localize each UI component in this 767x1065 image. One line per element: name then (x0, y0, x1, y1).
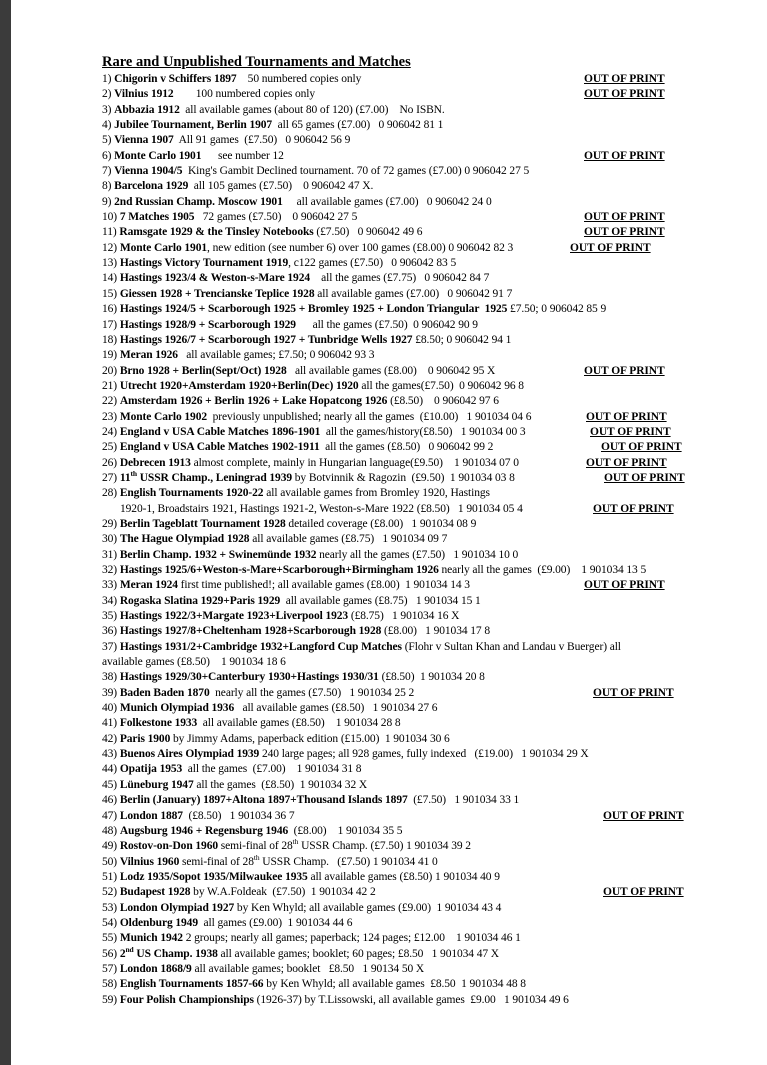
list-item (102, 778, 762, 793)
entry-details: , new edition (see number 6) over 100 games (£8.00) 0 906042 82 3 (207, 241, 514, 254)
entry-title: 11 (119, 471, 131, 484)
list-item (102, 640, 762, 655)
list-item (102, 870, 762, 885)
entry-title: English Tournaments 1857-66 (119, 978, 264, 991)
entry-details: All 91 games (£7.50) 0 906042 56 9 (173, 134, 351, 147)
entry-number: 7) (102, 165, 115, 178)
entry-details: all the games (£8.50) 0 906042 99 2 (319, 441, 494, 454)
list-item (102, 517, 762, 532)
entry-number: 22) (102, 395, 120, 408)
entry-title: Hastings 1931/2+Cambridge 1932+Langford Cup Matches (119, 640, 402, 653)
entry-details: 50 numbered copies only (236, 73, 362, 85)
entry-title: Rostov-on-Don 1960 (119, 840, 219, 853)
list-item (102, 655, 762, 670)
list-item (102, 993, 762, 1008)
entry-details: see number 12 (201, 149, 284, 162)
entry-title: Augsburg 1946 + Regensburg 1946 (119, 824, 289, 837)
entry-number: 52) (102, 886, 120, 899)
entry-number: 58) (102, 978, 120, 991)
entry-title: Buenos Aires Olympiad 1939 (119, 748, 260, 761)
list-item (102, 793, 762, 808)
entry-title: 7 Matches 1905 (119, 211, 195, 224)
entry-number: 1) (102, 73, 115, 85)
list-item (102, 195, 762, 210)
entry-title: Monte Carlo 1901 (119, 241, 208, 254)
entry-number: 59) (102, 993, 120, 1006)
list-item (102, 379, 762, 394)
entry-details: (1926-37) by T.Lissowski, all available games £9.00 1 901034 49 6 (253, 993, 569, 1006)
entry-title: Vilnius 1960 (119, 855, 180, 868)
entry-details-cont: USSR Champ. (£7.50) 1 901034 41 0 (259, 855, 438, 868)
entry-title: Four Polish Championships (119, 993, 254, 1006)
entry-title: Hastings 1924/5 + Scarborough 1925 + Bromley 1925 + London Triangular 1925 (119, 303, 508, 316)
entry-continuation: available games (£8.50) 1 901034 18 6 (102, 656, 286, 669)
entry-title: 2nd Russian Champ. Moscow 1901 (114, 195, 283, 208)
list-item (102, 809, 762, 824)
entry-details: all the games(£7.50) 0 906042 96 8 (358, 379, 524, 392)
entry-details: by W.A.Foldeak (£7.50) 1 901034 42 2 (190, 886, 376, 899)
entry-details: (£8.50) 1 901034 20 8 (378, 671, 485, 684)
list-item (102, 578, 762, 593)
list-item (102, 318, 762, 333)
entry-details: all the games (£7.00) 1 901034 31 8 (182, 763, 362, 776)
out-of-print-badge: OUT OF PRINT (590, 425, 671, 438)
entry-details: all 105 games (£7.50) 0 906042 47 X. (188, 180, 374, 193)
entry-details: all the games/history(£8.50) 1 901034 00 3 (320, 425, 526, 438)
entry-details: almost complete, mainly in Hungarian language(£9.50) 1 901034 07 0 (190, 456, 519, 469)
entry-title: Hastings 1927/8+Cheltenham 1928+Scarborough 1928 (119, 625, 382, 638)
list-item (102, 440, 762, 455)
list-item (102, 394, 762, 409)
entry-number: 10) (102, 211, 120, 224)
entry-title: Ramsgate 1929 & the Tinsley Notebooks (119, 226, 314, 239)
entry-number: 40) (102, 702, 120, 715)
entry-details: nearly all the games (£7.50) 1 901034 10 0 (316, 548, 519, 561)
list-item (102, 931, 762, 946)
entry-details: 2 groups; nearly all games; paperback; 124 pages; £12.00 1 901034 46 1 (182, 932, 521, 945)
entry-details: (Flohr v Sultan Khan and Landau v Buerger) all (401, 640, 621, 653)
entry-title: Hastings 1928/9 + Scarborough 1929 (119, 318, 296, 331)
list-item (102, 670, 762, 685)
out-of-print-badge: OUT OF PRINT (570, 241, 651, 254)
list-item (102, 944, 762, 962)
entry-number: 26) (102, 456, 120, 469)
entry-number: 48) (102, 824, 120, 837)
entry-title: London 1868/9 (119, 962, 192, 975)
list-item (102, 179, 762, 194)
entry-details: by Ken Whyld; all available games £8.50 1 901034 48 8 (263, 978, 526, 991)
entry-title: Vienna 1907 (114, 134, 174, 147)
entry-number: 57) (102, 962, 120, 975)
entry-details: by Ken Whyld; all available games (£9.00) 1 901034 43 4 (234, 901, 502, 914)
entry-title: Paris 1900 (119, 732, 171, 745)
entry-title: Barcelona 1929 (114, 180, 189, 193)
entry-details: £7.50; 0 906042 85 9 (507, 303, 607, 316)
entry-title: London Olympiad 1927 (119, 901, 235, 914)
entry-number: 8) (102, 180, 115, 193)
entry-number: 18) (102, 333, 120, 346)
out-of-print-badge: OUT OF PRINT (593, 686, 674, 699)
entry-details: all 65 games (£7.00) 0 906042 81 1 (272, 119, 444, 132)
entry-title: Monte Carlo 1901 (114, 149, 202, 162)
entry-number: 53) (102, 901, 120, 914)
list-item (102, 210, 762, 225)
entry-title-cont: USSR Champ., Leningrad 1939 (136, 471, 292, 484)
entry-number: 44) (102, 763, 120, 776)
ordinal-suffix: nd (125, 944, 134, 954)
entry-details: first time published!; all available games (£8.00) 1 901034 14 3 (177, 579, 470, 592)
entry-title: Opatija 1953 (119, 763, 183, 776)
out-of-print-badge: OUT OF PRINT (584, 88, 665, 101)
entry-details: all available games (about 80 of 120) (£7.00) No ISBN. (179, 103, 445, 116)
list-item (102, 716, 762, 731)
entry-number: 50) (102, 855, 120, 868)
entry-title: Jubilee Tournament, Berlin 1907 (114, 119, 273, 132)
entry-title: Debrecen 1913 (119, 456, 191, 469)
entry-details: (£8.75) 1 901034 16 X (348, 610, 460, 623)
entry-number: 30) (102, 533, 120, 546)
entry-details: by Jimmy Adams, paperback edition (£15.00) 1 901034 30 6 (170, 732, 450, 745)
entry-details: all available games (£7.00) 0 906042 91 7 (314, 287, 513, 300)
entry-number: 17) (102, 318, 120, 331)
entry-title: Utrecht 1920+Amsterdam 1920+Berlin(Dec) 1920 (119, 379, 359, 392)
entry-title: Meran 1924 (119, 579, 178, 592)
entry-title: Vilnius 1912 (114, 88, 174, 101)
out-of-print-badge: OUT OF PRINT (584, 226, 665, 239)
document-title: Rare and Unpublished Tournaments and Matches (102, 54, 411, 70)
list-item (102, 348, 762, 363)
ordinal-suffix: th (130, 469, 137, 479)
entry-details: all the games (£8.50) 1 901034 32 X (193, 778, 368, 791)
entry-title: Budapest 1928 (119, 886, 191, 899)
entry-details: previously unpublished; nearly all the games (£10.00) 1 901034 04 6 (207, 410, 532, 423)
entry-title: Berlin Tageblatt Tournament 1928 (119, 517, 286, 530)
entry-title: Folkestone 1933 (119, 717, 198, 730)
list-item (102, 824, 762, 839)
entry-title: England v USA Cable Matches 1896-1901 (119, 425, 321, 438)
entry-number: 23) (102, 410, 120, 423)
list-item (102, 609, 762, 624)
entry-number: 20) (102, 364, 120, 377)
entry-number: 37) (102, 640, 120, 653)
list-item (102, 118, 762, 133)
entry-number: 9) (102, 195, 115, 208)
entry-title: Munich 1942 (119, 932, 183, 945)
entry-title: Berlin (January) 1897+Altona 1897+Thousand Islands 1897 (119, 794, 408, 807)
out-of-print-badge: OUT OF PRINT (601, 441, 682, 454)
entry-details: King's Gambit Declined tournament. 70 of 72 games (£7.00) 0 906042 27 5 (182, 165, 530, 178)
list-item (102, 164, 762, 179)
list-item (102, 563, 762, 578)
entry-details: all available games; booklet £8.50 1 90134 50 X (191, 962, 425, 975)
entry-details: (£8.00) 1 901034 17 8 (381, 625, 491, 638)
list-item (102, 839, 762, 854)
list-item (102, 686, 762, 701)
entry-number: 2) (102, 88, 115, 101)
entry-title: Vienna 1904/5 (114, 165, 183, 178)
entry-details-cont: USSR Champ. (£7.50) 1 901034 39 2 (298, 840, 471, 853)
entry-title: English Tournaments 1920-22 (119, 487, 264, 500)
list-item (102, 241, 762, 256)
list-item (102, 732, 762, 747)
entry-number: 56) (102, 947, 120, 960)
out-of-print-badge: OUT OF PRINT (584, 579, 665, 592)
list-item (102, 471, 762, 486)
entry-number: 41) (102, 717, 120, 730)
entry-number: 29) (102, 517, 120, 530)
entry-number: 16) (102, 303, 120, 316)
entry-number: 4) (102, 119, 115, 132)
entry-title: England v USA Cable Matches 1902-1911 (119, 441, 320, 454)
entry-details: all available games (£8.00) 0 906042 95 X (286, 364, 496, 377)
entry-title: Lodz 1935/Sopot 1935/Milwaukee 1935 (119, 870, 308, 883)
ordinal-suffix: th (292, 837, 299, 847)
entry-number: 19) (102, 349, 120, 362)
entry-title: Monte Carlo 1902 (119, 410, 208, 423)
entry-title: Rogaska Slatina 1929+Paris 1929 (119, 594, 281, 607)
entry-number: 24) (102, 425, 120, 438)
out-of-print-badge: OUT OF PRINT (593, 502, 674, 515)
out-of-print-badge: OUT OF PRINT (584, 149, 665, 162)
entry-details: 100 numbered copies only (173, 88, 316, 101)
list-item (102, 287, 762, 302)
entry-number: 28) (102, 487, 120, 500)
list-item (102, 885, 762, 900)
entry-number: 32) (102, 564, 120, 576)
entry-details: all available games (£8.50) 1 901034 28 8 (197, 717, 401, 730)
list-item (102, 977, 762, 992)
list-item (102, 762, 762, 777)
entry-number: 38) (102, 671, 120, 684)
entry-title: London 1887 (119, 809, 183, 822)
out-of-print-badge: OUT OF PRINT (586, 410, 667, 423)
out-of-print-badge: OUT OF PRINT (603, 809, 684, 822)
entry-details: all available games (£8.75) 1 901034 15 1 (280, 594, 481, 607)
entry-title: Oldenburg 1949 (119, 916, 198, 929)
list-item (102, 425, 762, 440)
entry-title: Hastings 1926/7 + Scarborough 1927 + Tunbridge Wells 1927 (119, 333, 413, 346)
entry-number: 34) (102, 594, 120, 607)
list-item (102, 901, 762, 916)
document-page (102, 54, 762, 1008)
entry-details: (£8.50) 0 906042 97 6 (387, 395, 499, 408)
list-item (102, 364, 762, 379)
entry-number: 6) (102, 149, 115, 162)
entry-details: (£7.50) 0 906042 49 6 (313, 226, 423, 239)
entry-number: 45) (102, 778, 120, 791)
entry-title: Berlin Champ. 1932 + Swinemünde 1932 (119, 548, 317, 561)
entry-details: semi-final of 28 (179, 855, 254, 868)
entry-title: Giessen 1928 + Trencianske Teplice 1928 (119, 287, 315, 300)
entry-title: Hastings 1929/30+Canterbury 1930+Hastings 1930/31 (119, 671, 379, 684)
list-item (102, 149, 762, 164)
list-item (102, 256, 762, 271)
entry-details: all available games from Bromley 1920, Hastings (263, 487, 490, 500)
list-item (102, 747, 762, 762)
entry-title: Hastings 1923/4 & Weston-s-Mare 1924 (119, 272, 311, 285)
entry-details: all available games (£8.50) 1 901034 40 9 (307, 870, 500, 883)
entry-number: 54) (102, 916, 120, 929)
entry-title: Abbazia 1912 (114, 103, 180, 116)
entry-title: Hastings Victory Tournament 1919 (119, 257, 289, 270)
entry-number: 12) (102, 241, 120, 254)
entry-number: 55) (102, 932, 120, 945)
out-of-print-badge: OUT OF PRINT (604, 471, 685, 484)
out-of-print-badge: OUT OF PRINT (586, 456, 667, 469)
entry-details: all available games; £7.50; 0 906042 93 3 (177, 349, 375, 362)
entry-title: Meran 1926 (119, 349, 178, 362)
entry-title: Brno 1928 + Berlin(Sept/Oct) 1928 (119, 364, 287, 377)
entry-details: nearly all the games (£9.00) 1 901034 13 5 (438, 564, 647, 576)
entry-continuation: 1920-1, Broadstairs 1921, Hastings 1921-2, Weston-s-Mare 1922 (£8.50) 1 901034 05 4 (120, 502, 523, 515)
list-item (102, 133, 762, 148)
entry-number: 3) (102, 103, 115, 116)
entry-details: all available games (£8.75) 1 901034 09 7 (249, 533, 448, 546)
list-item (102, 962, 762, 977)
entry-details: semi-final of 28 (218, 840, 293, 853)
list-item (102, 72, 762, 87)
entry-details: (£8.50) 1 901034 36 7 (182, 809, 295, 822)
list-item (102, 302, 762, 317)
entry-number: 33) (102, 579, 120, 592)
entry-number: 15) (102, 287, 120, 300)
entry-details: all available games (£7.00) 0 906042 24 0 (282, 195, 492, 208)
entry-title: The Hague Olympiad 1928 (119, 533, 250, 546)
entry-number: 49) (102, 840, 120, 853)
entry-number: 46) (102, 794, 120, 807)
entry-number: 21) (102, 379, 120, 392)
entry-details: all the games (£7.75) 0 906042 84 7 (310, 272, 490, 285)
tournament-list (102, 72, 762, 1008)
entry-number: 39) (102, 686, 120, 699)
list-item (102, 333, 762, 348)
entry-number: 25) (102, 441, 120, 454)
entry-title: Chigorin v Schiffers 1897 (114, 73, 237, 85)
entry-details: (£8.00) 1 901034 35 5 (288, 824, 403, 837)
entry-title: Baden Baden 1870 (119, 686, 210, 699)
entry-number: 11) (102, 226, 120, 239)
entry-number: 47) (102, 809, 120, 822)
list-item (102, 225, 762, 240)
list-item (102, 548, 762, 563)
list-item (102, 624, 762, 639)
entry-number: 43) (102, 748, 120, 761)
entry-details: all available games; booklet; 60 pages; £8.50 1 901034 47 X (217, 947, 500, 960)
entry-details: (£7.50) 1 901034 33 1 (407, 794, 520, 807)
list-item (102, 456, 762, 471)
entry-number: 36) (102, 625, 120, 638)
out-of-print-badge: OUT OF PRINT (584, 73, 665, 85)
entry-details: all games (£9.00) 1 901034 44 6 (197, 916, 353, 929)
entry-details: by Botvinnik & Ragozin (£9.50) 1 901034 03 8 (292, 471, 515, 484)
entry-title: Munich Olympiad 1936 (119, 702, 235, 715)
list-item (102, 486, 762, 501)
list-item (102, 502, 762, 517)
entry-title: Hastings 1922/3+Margate 1923+Liverpool 1923 (119, 610, 349, 623)
entry-title: Amsterdam 1926 + Berlin 1926 + Lake Hopatcong 1926 (119, 395, 388, 408)
entry-details: all available games (£8.50) 1 901034 27 6 (234, 702, 438, 715)
list-item (102, 701, 762, 716)
entry-details: 240 large pages; all 928 games, fully indexed (£19.00) 1 901034 29 X (259, 748, 589, 761)
entry-number: 14) (102, 272, 120, 285)
entry-details: 72 games (£7.50) 0 906042 27 5 (194, 211, 358, 224)
list-item (102, 87, 762, 102)
entry-number: 5) (102, 134, 115, 147)
list-item (102, 594, 762, 609)
entry-number: 42) (102, 732, 120, 745)
entry-details: , c122 games (£7.50) 0 906042 83 5 (288, 257, 457, 270)
list-item (102, 852, 762, 870)
entry-title: Hastings 1925/6+Weston-s-Mare+Scarborough+Birmingham 1926 (119, 564, 439, 576)
list-item (102, 410, 762, 425)
entry-details: detailed coverage (£8.00) 1 901034 08 9 (285, 517, 477, 530)
page-left-margin-bar (0, 0, 11, 1065)
list-item (102, 916, 762, 931)
entry-title-cont: US Champ. 1938 (133, 947, 218, 960)
out-of-print-badge: OUT OF PRINT (584, 364, 665, 377)
entry-details: £8.50; 0 906042 94 1 (412, 333, 512, 346)
ordinal-suffix: th (253, 852, 260, 862)
list-item (102, 271, 762, 286)
entry-number: 27) (102, 471, 120, 484)
list-item (102, 103, 762, 118)
entry-title: Lüneburg 1947 (119, 778, 194, 791)
entry-details: all the games (£7.50) 0 906042 90 9 (295, 318, 478, 331)
entry-number: 51) (102, 870, 120, 883)
entry-details: nearly all the games (£7.50) 1 901034 25 2 (209, 686, 415, 699)
out-of-print-badge: OUT OF PRINT (584, 211, 665, 224)
out-of-print-badge: OUT OF PRINT (603, 886, 684, 899)
entry-title: 2 (119, 947, 126, 960)
entry-number: 35) (102, 610, 120, 623)
list-item (102, 532, 762, 547)
entry-number: 13) (102, 257, 120, 270)
entry-number: 31) (102, 548, 120, 561)
